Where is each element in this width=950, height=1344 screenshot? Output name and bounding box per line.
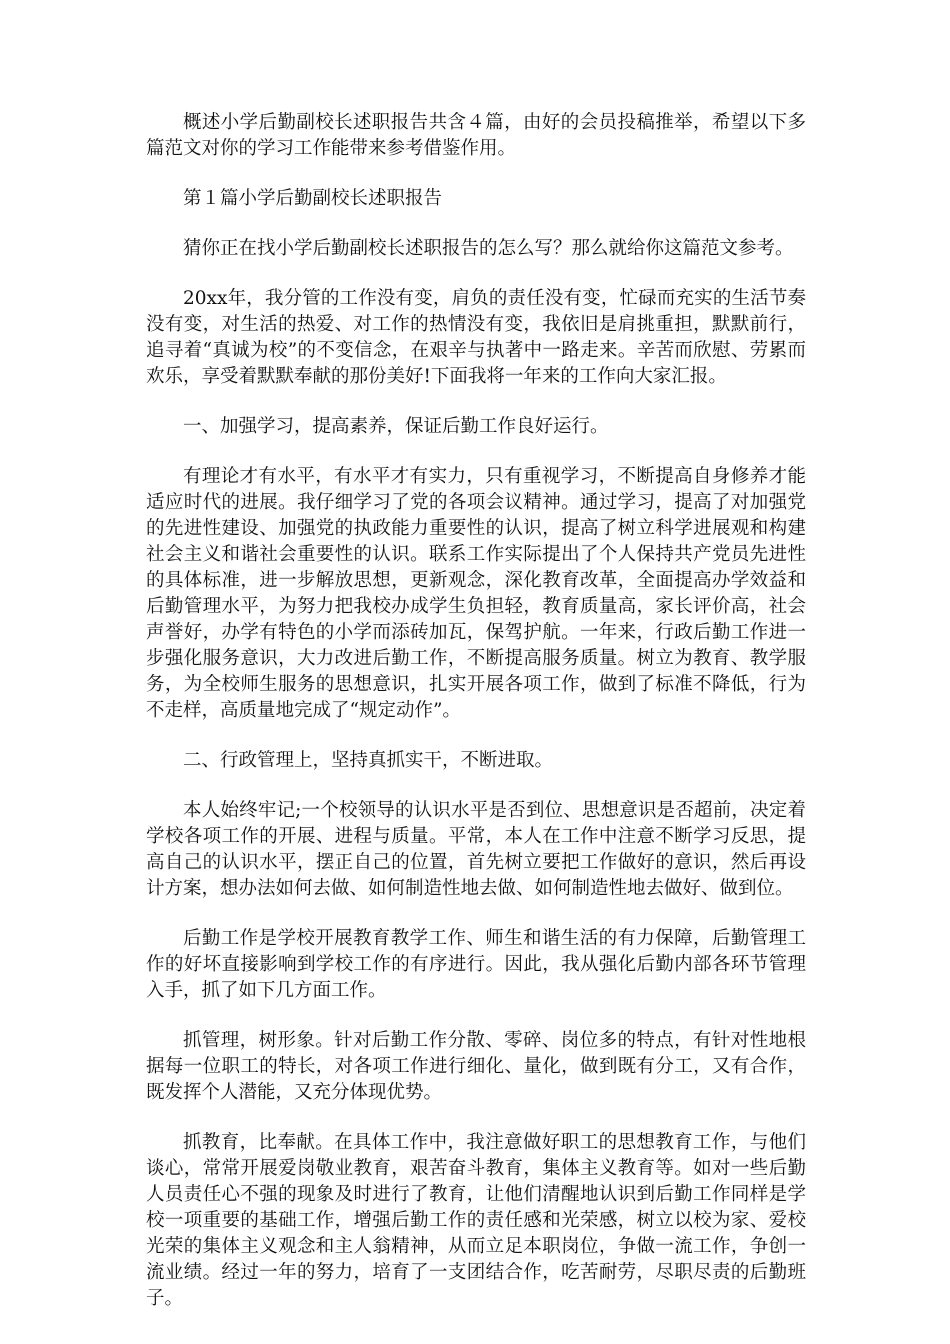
body-paragraph: 有理论才有水平，有水平才有实力，只有重视学习，不断提高自身修养才能适应时代的进展。我仔细学习了党的各项会议精神。通过学习，提高了对加强党的先进性建设、加强党的执政能力重要性的认识，提高了树立科学进展观和构建社会主义和谐社会重要性的认识。联系工作实际提出了个人保持共产党员先进性的具体标准，进一步解放思想，更新观念，深化教育改革，全面提高办学效益和后勤管理水平，为努力把我校办成学生负担轻，教育质量高，家长评价高，社会声誉好，办学有特色的小学而添砖加瓦，保驾护航。一年来，行政后勤工作进一步强化服务意识，大力改进后勤工作，不断提高服务质量。树立为教育、教学服务，为全校师生服务的思想意识，扎实开展各项工作，做到了标准不降低，行为不走样，高质量地完成了“规定动作”。 (146, 466, 806, 721)
body-paragraph: 后勤工作是学校开展教育教学工作、师生和谐生活的有力保障，后勤管理工作的好坏直接影响到学校工作的有序进行。因此，我从强化后勤内部各环节管理入手，抓了如下几方面工作。 (146, 928, 806, 1001)
lead-paragraph: 猜你正在找小学后勤副校长述职报告的怎么写？那么就给你这篇范文参考。 (183, 238, 794, 259)
body-paragraph: 本人始终牢记;一个校领导的认识水平是否到位、思想意识是否超前，决定着学校各项工作的开展、进程与质量。平常，本人在工作中注意不断学习反思，提高自己的认识水平，摆正自己的位置，首先树立要把工作做好的意识，然后再设计方案，想办法如何去做、如何制造性地去做、如何制造性地去做好、做到位。 (146, 800, 806, 899)
section-heading-1: 一、加强学习，提高素养，保证后勤工作良好运行。 (183, 416, 609, 437)
document-page (146, 110, 806, 1336)
article-heading: 第１篇小学后勤副校长述职报告 (183, 188, 443, 209)
body-paragraph: 抓教育，比奉献。在具体工作中，我注意做好职工的思想教育工作，与他们谈心，常常开展爱岗敬业教育，艰苦奋斗教育，集体主义教育等。如对一些后勤人员责任心不强的现象及时进行了教育，让他们清醒地认识到后勤工作同样是学校一项重要的基础工作，增强后勤工作的责任感和光荣感，树立以校为家、爱校光荣的集体主义观念和主人翁精神，从而立足本职岗位，争做一流工作，争创一流业绩。经过一年的努力，培育了一支团结合作，吃苦耐劳，尽职尽责的后勤班子。 (146, 1132, 806, 1309)
body-paragraph: 抓管理，树形象。针对后勤工作分散、零碎、岗位多的特点，有针对性地根据每一位职工的特长，对各项工作进行细化、量化，做到既有分工，又有合作，既发挥个人潜能，又充分体现优势。 (146, 1030, 806, 1103)
intro-paragraph: 概述小学后勤副校长述职报告共含４篇，由好的会员投稿推举，希望以下多篇范文对你的学习工作能带来参考借鉴作用。 (146, 112, 806, 159)
section-heading-2: 二、行政管理上，坚持真抓实干，不断进取。 (183, 750, 554, 771)
body-paragraph: 20xx年，我分管的工作没有变，肩负的责任没有变，忙碌而充实的生活节奏没有变，对生活的热爱、对工作的热情没有变，我依旧是肩挑重担，默默前行，追寻着“真诚为校”的不变信念，在艰辛与执著中一路走来。辛苦而欣慰、劳累而欢乐，享受着默默奉献的那份美好!下面我将一年来的工作向大家汇报。 (146, 288, 806, 387)
